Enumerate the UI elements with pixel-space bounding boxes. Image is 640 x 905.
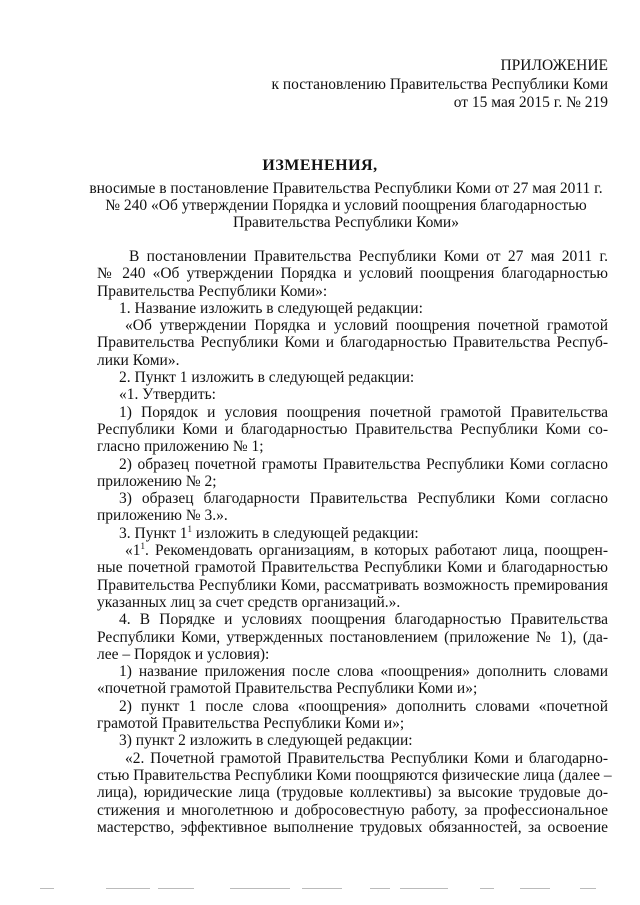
scan-artifact [480,888,494,889]
scan-artifact [370,888,390,889]
document-subtitle [80,180,612,231]
body-line: 1) Порядок и условия поощрения почетной грамотой Правительства [119,403,608,421]
body-line: Республики Коми, утвержденных постановлением (приложение № 1), (да- [97,628,608,646]
scan-artifact [400,888,448,889]
body-line: лики Коми». [97,351,180,369]
superscript-marker: 1 [187,523,192,534]
scan-artifact [106,888,150,889]
body-line: В постановлении Правительства Республики Коми от 27 мая 2011 г. [129,248,608,265]
body-line: 3) пункт 2 изложить в следующей редакции: [119,732,413,750]
body-line: «2. Почетной грамотой Правительства Республики Коми и благодарно- [125,749,608,767]
subtitle-line: № 240 «Об утверждении Порядка и условий поощрения благодарностью [105,197,587,214]
body-line: приложению № 3.». [97,507,228,525]
body-line: ные почетной грамотой Правительства Республики Коми и благодарностью [97,559,608,577]
body-line: Правительства Республики Коми и благодарностью Правительства Респуб- [97,334,608,352]
scan-artifact [520,888,550,889]
body-line: указанных лиц за счет средств организаций.». [97,593,401,611]
body-line: лее – Порядок и условия): [97,645,270,663]
document-title: ИЗМЕНЕНИЯ, [262,157,378,174]
body-line: лица), юридические лица (трудовые коллективы) за высокие трудовые до- [97,784,608,802]
body-line: 4. В Порядке и условиях поощрения благодарностью Правительства [119,611,608,629]
body-line [97,525,608,542]
body-line: приложению № 2; [97,472,217,490]
body-line: Правительства Республики Коми»: [97,282,328,300]
body-line [97,542,608,559]
subtitle-line: вносимые в постановление Правительства Республики Коми от 27 мая 2011 г. [89,180,603,197]
body-line: гласно приложению № 1; [97,438,264,456]
scan-artifact [580,888,596,889]
appendix-header [271,57,608,113]
body-line: 2) образец почетной грамоты Правительства Республики Коми согласно [119,455,608,473]
superscript-marker: 1 [140,540,145,551]
scan-artifact [230,888,290,889]
scan-artifact [302,888,342,889]
body-line: стью Правительства Республики Коми поощряются физические лица (далее – [97,766,612,784]
body-line: «почетной грамотой Правительства Республики Коми и»; [97,680,478,698]
body-line: Правительства Республики Коми, рассматривать возможность премирования [97,576,608,594]
body-line: 2. Пункт 1 изложить в следующей редакции: [119,369,415,387]
scan-artifact [158,888,194,889]
body-line: Республики Коми и благодарностью Правительства Республики Коми со- [97,420,608,438]
body-line: «Об утверждении Порядка и условий поощрения почетной грамотой [125,317,608,335]
body-line: «1. Утвердить: [119,386,216,404]
appendix-label: ПРИЛОЖЕНИЕ [500,57,608,74]
body-line-text: 3. Пункт 1 [119,524,188,542]
appendix-date-number: от 15 мая 2015 г. № 219 [453,94,608,111]
body-line: 2) пункт 1 после слова «поощрения» дополнить словами «почетной [119,697,608,715]
body-line: 3) образец благодарности Правительства Республики Коми согласно [119,490,608,508]
body-line: 1) название приложения после слова «поощрения» дополнить словами [119,663,608,681]
document-body [97,248,612,836]
body-line-text: «1 [125,542,141,560]
body-line: мастерство, эффективное выполнение трудовых обязанностей, за освоение [97,818,608,836]
body-line-text: изложить в следующей редакции: [191,524,419,542]
body-line: грамотой Правительства Республики Коми и»; [97,715,405,733]
body-line: стижения и многолетнюю и добросовестную работу, за профессиональное [97,801,608,819]
appendix-resolution-ref: к постановлению Правительства Республики Коми [271,75,608,93]
scan-artifacts [40,888,600,892]
scan-artifact [40,888,54,889]
body-line: 1. Название изложить в следующей редакции: [119,299,423,317]
subtitle-line: Правительства Республики Коми» [233,214,459,231]
body-line-text: . Рекомендовать организациям, в которых работают лица, поощрен- [145,542,608,560]
body-line: № 240 «Об утверждении Порядка и условий поощрения благодарностью [97,265,608,283]
